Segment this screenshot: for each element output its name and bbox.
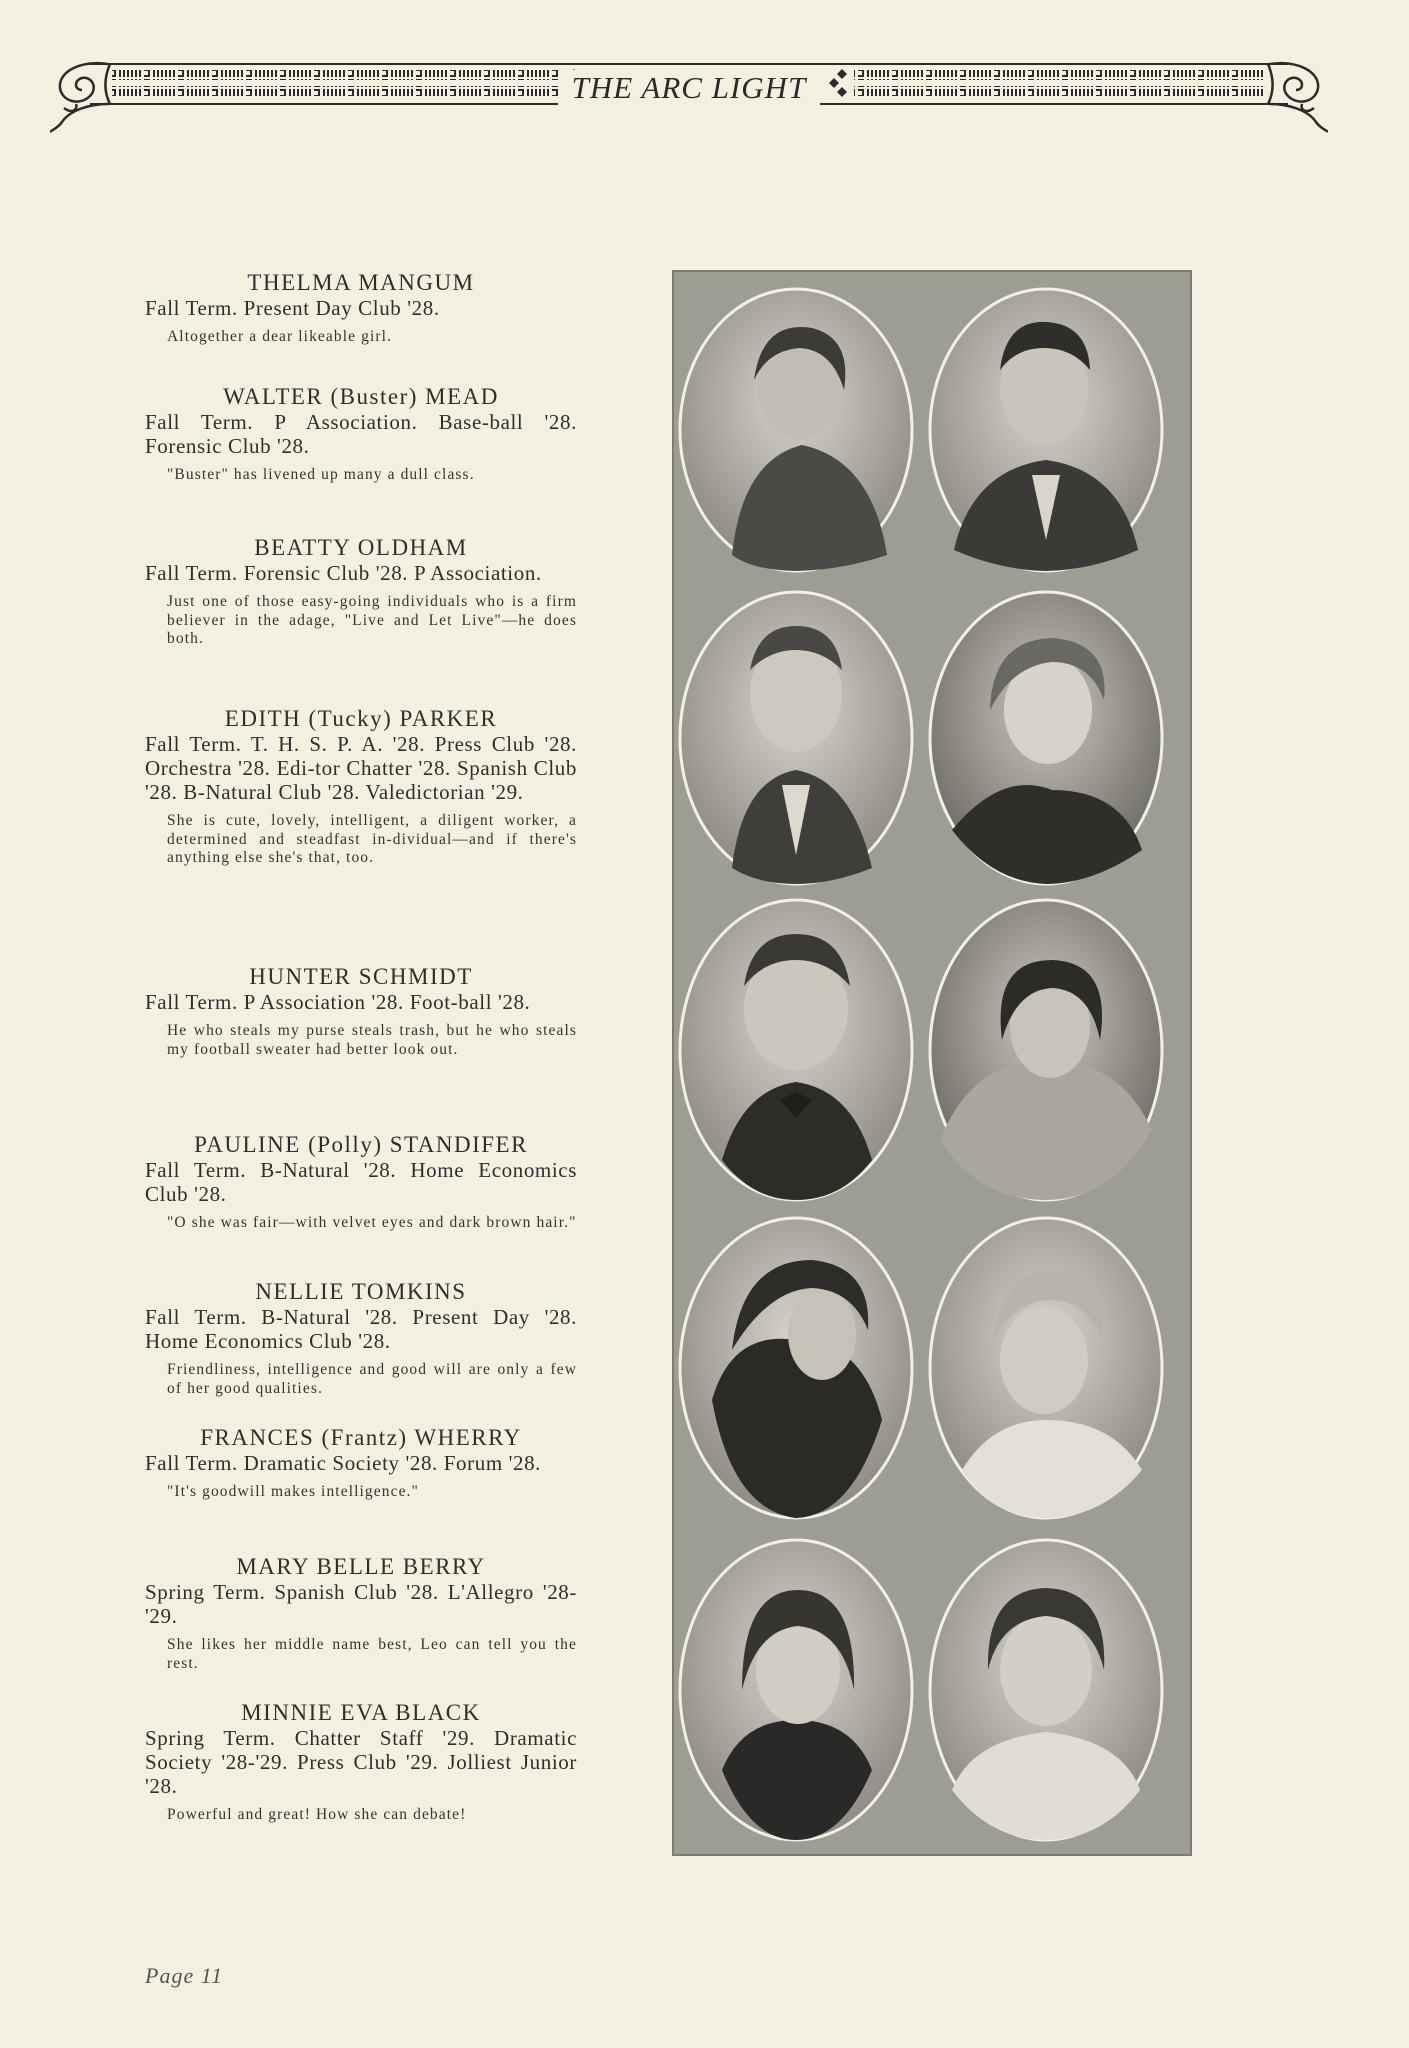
student-name: MINNIE EVA BLACK (241, 1700, 481, 1725)
student-name: NELLIE TOMKINS (255, 1279, 467, 1304)
portrait-pauline-standifer (930, 900, 1162, 1200)
page-header (50, 58, 1328, 136)
student-name: WALTER (Buster) MEAD (223, 384, 499, 409)
portrait-minnie-eva-black (930, 1540, 1162, 1840)
header-ornament (50, 58, 1328, 136)
student-activities: Fall Term. Present Day Club '28. (145, 296, 440, 320)
student-activities: Fall Term. B-Natural '28. Present Day '28. Home Economics Club '28. (145, 1305, 577, 1353)
student-quote: "It's goodwill makes intelligence." (167, 1483, 419, 1500)
student-quote: Powerful and great! How she can debate! (167, 1806, 467, 1823)
student-activities: Fall Term. Dramatic Society '28. Forum '28. (145, 1451, 542, 1475)
bio-entry (145, 964, 577, 1059)
bio-entry (145, 270, 577, 347)
student-name: FRANCES (Frantz) WHERRY (200, 1425, 522, 1450)
student-quote: Just one of those easy-going individuals who is a firm believer in the adage, "Live and Let Live"—he does both. (167, 593, 577, 647)
student-activities: Fall Term. P Association. Base-ball '28. Forensic Club '28. (145, 410, 577, 458)
student-quote: "Buster" has livened up many a dull class. (167, 466, 475, 483)
student-activities: Fall Term. B-Natural '28. Home Economics Club '28. (145, 1158, 577, 1206)
portrait-mary-belle-berry (680, 1540, 912, 1840)
portrait-beatty-oldham (680, 592, 912, 884)
bio-entry (145, 384, 577, 485)
bio-entry (145, 1700, 577, 1825)
portrait-panel (672, 270, 1192, 1856)
student-activities: Fall Term. T. H. S. P. A. '28. Press Club '28. Orchestra '28. Edi-tor Chatter '28. Spanish Club '28. B-Natural Club '28. Valedictorian '29. (145, 732, 577, 804)
student-quote: He who steals my purse steals trash, but he who steals my football sweater had better look out. (167, 1022, 577, 1058)
portrait-nellie-tomkins (680, 1218, 912, 1518)
student-activities: Fall Term. Forensic Club '28. P Association. (145, 561, 542, 585)
student-name: EDITH (Tucky) PARKER (224, 706, 498, 731)
page-number: Page 11 (145, 1963, 224, 1988)
student-activities: Fall Term. P Association '28. Foot-ball '28. (145, 990, 531, 1014)
bio-entry (145, 1425, 577, 1502)
bio-entry (145, 1132, 577, 1233)
portrait-frances-wherry (930, 1218, 1162, 1518)
student-quote: "O she was fair—with velvet eyes and dark brown hair." (167, 1214, 577, 1231)
student-quote: She likes her middle name best, Leo can tell you the rest. (167, 1636, 577, 1672)
bio-entry (145, 1554, 577, 1673)
student-name: THELMA MANGUM (247, 270, 475, 295)
student-name: PAULINE (Polly) STANDIFER (194, 1132, 528, 1157)
header-title: THE ARC LIGHT (558, 70, 821, 105)
bio-entry (145, 535, 577, 649)
student-quote: She is cute, lovely, intelligent, a diligent worker, a determined and steadfast in-dividual—and if there's anything else she's that, too. (167, 812, 577, 866)
student-quote: Friendliness, intelligence and good will are only a few of her good qualities. (167, 1361, 577, 1397)
portrait-walter-mead (930, 289, 1162, 571)
student-activities: Spring Term. Chatter Staff '29. Dramatic Society '28-'29. Press Club '29. Jolliest Junior '28. (145, 1726, 577, 1798)
portrait-hunter-schmidt (680, 900, 912, 1200)
student-quote: Altogether a dear likeable girl. (167, 328, 392, 345)
bio-entry (145, 706, 577, 868)
portrait-edith-parker (930, 592, 1162, 884)
portrait-thelma-mangum (680, 289, 912, 571)
student-name: MARY BELLE BERRY (236, 1554, 486, 1579)
student-name: HUNTER SCHMIDT (249, 964, 473, 989)
portrait-grid (672, 270, 1192, 1856)
bio-entry (145, 1279, 577, 1398)
student-activities: Spring Term. Spanish Club '28. L'Allegro '28-'29. (145, 1580, 577, 1628)
student-name: BEATTY OLDHAM (254, 535, 468, 560)
